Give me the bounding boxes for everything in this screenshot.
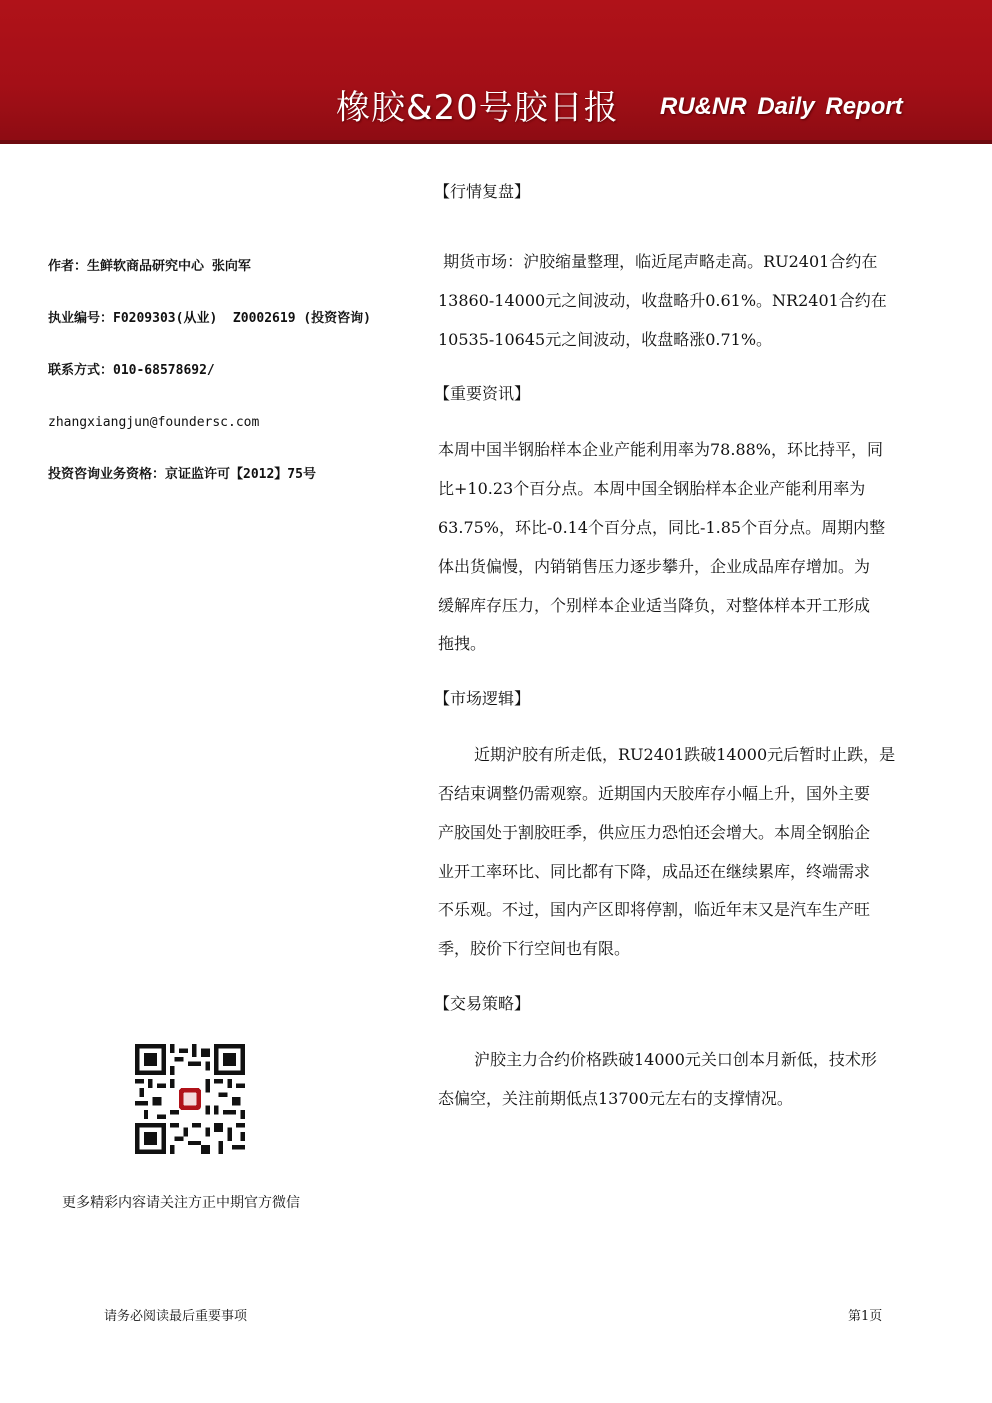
report-title-cn: 橡胶&20号胶日报 — [336, 88, 619, 128]
review-line: 13860-14000元之间波动，收盘略升0.61%。NR2401合约在 — [438, 290, 887, 310]
section-heading-review: 【行情复盘】 — [434, 182, 531, 201]
report-title-en: RU&NR Daily Report — [660, 93, 903, 120]
strategy-line: 沪胶主力合约价格跌破14000元关口创本月新低，技术形 — [474, 1049, 877, 1069]
section-heading-strategy: 【交易策略】 — [434, 993, 531, 1013]
author-info — [48, 255, 408, 515]
section-heading-logic: 【市场逻辑】 — [434, 689, 531, 709]
contact-line: 联系方式：010-68578692/ — [48, 363, 215, 378]
news-line: 63.75%，环比-0.14个百分点，同比-1.85个百分点。周期内整 — [438, 517, 886, 537]
news-line: 缓解库存压力，个别样本企业适当降负，对整体样本开工形成 — [438, 595, 871, 615]
logic-line: 季，胶价下行空间也有限。 — [438, 939, 631, 959]
qr-caption: 更多精彩内容请关注方正中期官方微信 — [62, 1195, 300, 1211]
logic-line: 产胶国处于割胶旺季，供应压力恐怕还会增大。本周全钢胎企 — [438, 822, 871, 842]
page-number: 第1页 — [848, 1309, 883, 1324]
strategy-line: 态偏空，关注前期低点13700元左右的支撑情况。 — [438, 1088, 793, 1108]
email-line: zhangxiangjun@foundersc.com — [48, 415, 260, 430]
news-paragraph — [438, 431, 948, 664]
report-body — [434, 173, 948, 1119]
news-line: 本周中国半钢胎样本企业产能利用率为78.88%，环比持平，同 — [438, 440, 884, 460]
news-line: 拖拽。 — [438, 634, 487, 654]
logic-line: 否结束调整仍需观察。近期国内天胶库存小幅上升，国外主要 — [438, 783, 871, 803]
strategy-paragraph — [438, 1041, 948, 1119]
logic-line: 近期沪胶有所走低，RU2401跌破14000元后暂时止跌，是 — [474, 745, 896, 765]
license-line: 执业编号：F0209303(从业) Z0002619 (投资咨询) — [48, 311, 372, 326]
logic-line: 不乐观。不过，国内产区即将停割，临近年末又是汽车生产旺 — [438, 900, 871, 920]
author-line: 作者：生鲜软商品研究中心 张向军 — [48, 259, 251, 274]
section-heading-news: 【重要资讯】 — [434, 384, 531, 404]
review-line: 10535-10645元之间波动，收盘略涨0.71%。 — [438, 329, 773, 349]
qualification-line: 投资咨询业务资格：京证监许可【2012】75号 — [48, 467, 316, 482]
logic-paragraph — [438, 736, 948, 969]
review-paragraph — [438, 243, 948, 359]
qr-code-icon — [135, 1044, 245, 1154]
news-line: 体出货偏慢，内销销售压力逐步攀升，企业成品库存增加。为 — [438, 556, 871, 576]
news-line: 比+10.23个百分点。本周中国全钢胎样本企业产能利用率为 — [438, 479, 866, 499]
review-line: 期货市场：沪胶缩量整理，临近尾声略走高。RU2401合约在 — [438, 252, 878, 271]
footer-notice: 请务必阅读最后重要事项 — [104, 1309, 248, 1324]
header-divider — [0, 140, 992, 144]
logic-line: 业开工率环比、同比都有下降，成品还在继续累库，终端需求 — [438, 861, 871, 881]
